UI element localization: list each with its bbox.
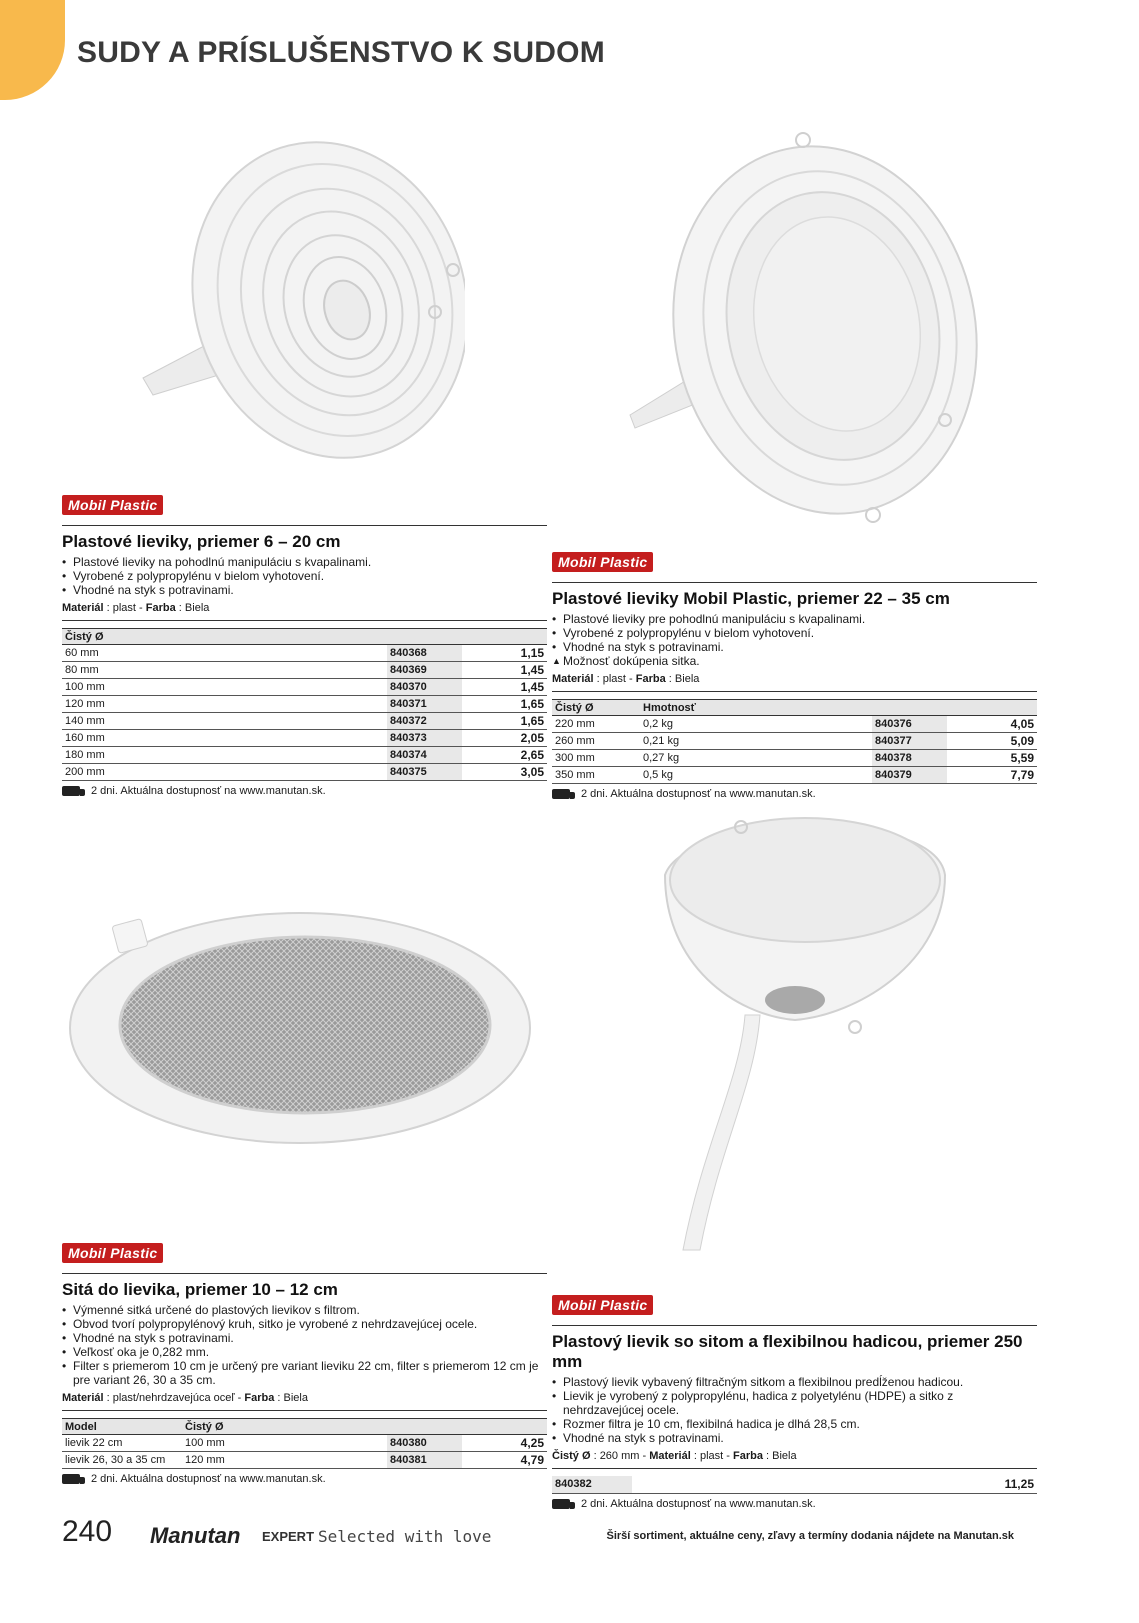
feature-item: • Rozmer filtra je 10 cm, flexibilná hadica je dlhá 28,5 cm. xyxy=(552,1417,1037,1431)
table-row: 120 mm 840371 1,65 xyxy=(62,696,547,713)
spec-line: Materiál : plast/nehrdzavejúca oceľ - Farba : Biela xyxy=(62,1392,547,1411)
product-block-funnels-small xyxy=(62,495,547,797)
table-row: 60 mm 840368 1,15 xyxy=(62,645,547,662)
feature-list xyxy=(62,555,547,597)
price-table: Čistý Ø Hmotnosť 220 mm 0,2 kg 840376 4,05 260 mm 0,21 kg 840377 5,09 300 mm 0,27 kg 840378 5,59 350 mm 0,5 kg 840379 7,79 xyxy=(552,699,1037,784)
feature-item: • Plastový lievik vybavený filtračným sitkom a flexibilnou predĺženou hadicou. xyxy=(552,1375,1037,1389)
feature-item: • Plastové lieviky pre pohodlnú manipuláciu s kvapalinami. xyxy=(552,612,1037,626)
table-row: 200 mm 840375 3,05 xyxy=(62,764,547,781)
brand-logo: Mobil Plastic xyxy=(62,1243,163,1263)
feature-item: • Vyrobené z polypropylénu v bielom vyhotovení. xyxy=(62,569,547,583)
table-row: 300 mm 0,27 kg 840378 5,59 xyxy=(552,750,1037,767)
table-row: lievik 22 cm 100 mm 840380 4,25 xyxy=(62,1435,547,1452)
spec-line: Materiál : plast - Farba : Biela xyxy=(552,673,1037,692)
feature-item: • Vhodné na styk s potravinami. xyxy=(552,1431,1037,1445)
product-code: 840372 xyxy=(387,713,462,730)
feature-item: • Plastové lieviky na pohodlnú manipuláciu s kvapalinami. xyxy=(62,555,547,569)
table-row: 100 mm 840370 1,45 xyxy=(62,679,547,696)
product-code: 840370 xyxy=(387,679,462,696)
price: 5,09 xyxy=(947,733,1037,750)
feature-item: • Lievik je vyrobený z polypropylénu, hadica z polyetylénu (HDPE) a sitko z nehrdzavejúcej ocele. xyxy=(552,1389,1037,1417)
product-title: Plastové lieviky Mobil Plastic, priemer 22 – 35 cm xyxy=(552,589,950,608)
product-code: 840376 xyxy=(872,716,947,733)
brand-logo: Mobil Plastic xyxy=(552,552,653,572)
price: 5,59 xyxy=(947,750,1037,767)
delivery-note: 2 dni. Aktuálna dostupnosť na www.manutan.sk. xyxy=(62,1473,547,1485)
table-row: 80 mm 840369 1,45 xyxy=(62,662,547,679)
feature-item: • Vyrobené z polypropylénu v bielom vyhotovení. xyxy=(552,626,1037,640)
option-item: ▲ Možnosť dokúpenia sitka. xyxy=(552,654,1037,668)
product-block-hose-funnel xyxy=(552,1295,1037,1510)
feature-item: • Obvod tvorí polypropylénový kruh, sitko je vyrobené z nehrdzavejúcej ocele. xyxy=(62,1317,547,1331)
price: 1,65 xyxy=(462,696,547,713)
product-code: 840373 xyxy=(387,730,462,747)
product-code: 840371 xyxy=(387,696,462,713)
product-code: 840368 xyxy=(387,645,462,662)
table-row: 260 mm 0,21 kg 840377 5,09 xyxy=(552,733,1037,750)
price: 4,05 xyxy=(947,716,1037,733)
footer-note: Širší sortiment, aktuálne ceny, zľavy a termíny dodania nájdete na Manutan.sk xyxy=(606,1530,1014,1542)
brand-logo: Mobil Plastic xyxy=(62,495,163,515)
truck-icon xyxy=(62,1474,80,1484)
tagline: Selected with love xyxy=(318,1527,492,1546)
hose-funnel-photo xyxy=(645,815,975,1255)
product-code: 840381 xyxy=(387,1452,462,1469)
truck-icon xyxy=(552,789,570,799)
truck-icon xyxy=(552,1499,570,1509)
spec-line: Materiál : plast - Farba : Biela xyxy=(62,602,547,621)
feature-list xyxy=(552,612,1037,668)
table-row: 220 mm 0,2 kg 840376 4,05 xyxy=(552,716,1037,733)
price-table xyxy=(552,1476,1037,1494)
sieve-photo xyxy=(65,900,535,1150)
product-code: 840369 xyxy=(387,662,462,679)
table-row: 140 mm 840372 1,65 xyxy=(62,713,547,730)
price: 7,79 xyxy=(947,767,1037,784)
product-code: 840375 xyxy=(387,764,462,781)
delivery-note: 2 dni. Aktuálna dostupnosť na www.manutan.sk. xyxy=(552,1498,1037,1510)
page-number: 240 xyxy=(62,1515,113,1548)
delivery-note: 2 dni. Aktuálna dostupnosť na www.manutan.sk. xyxy=(62,785,547,797)
site-link[interactable]: Manutan.sk xyxy=(953,1530,1014,1542)
table-row: 350 mm 0,5 kg 840379 7,79 xyxy=(552,767,1037,784)
table-row: lievik 26, 30 a 35 cm 120 mm 840381 4,79 xyxy=(62,1452,547,1469)
price: 2,65 xyxy=(462,747,547,764)
feature-item: • Vhodné na styk s potravinami. xyxy=(552,640,1037,654)
product-title: Plastové lieviky, priemer 6 – 20 cm xyxy=(62,532,341,551)
product-block-sieves xyxy=(62,1243,547,1485)
feature-item: • Veľkosť oka je 0,282 mm. xyxy=(62,1345,547,1359)
manutan-logo: Manutan xyxy=(150,1523,241,1548)
product-block-funnels-large xyxy=(552,552,1037,800)
feature-list xyxy=(552,1375,1037,1445)
feature-item: • Vhodné na styk s potravinami. xyxy=(62,1331,547,1345)
price: 1,45 xyxy=(462,679,547,696)
price: 1,45 xyxy=(462,662,547,679)
product-code: 840377 xyxy=(872,733,947,750)
table-row: 160 mm 840373 2,05 xyxy=(62,730,547,747)
large-funnel-photo xyxy=(625,130,985,540)
expert-label: EXPERT xyxy=(262,1529,315,1544)
product-title: Plastový lievik so sitom a flexibilnou hadicou, priemer 250 mm xyxy=(552,1332,1023,1371)
feature-item: • Filter s priemerom 10 cm je určený pre variant lieviku 22 cm, filter s priemerom 12 cm je pre variant 26, 30 a 35 cm. xyxy=(62,1359,547,1387)
product-title: Sitá do lievika, priemer 10 – 12 cm xyxy=(62,1280,338,1299)
price: 1,15 xyxy=(462,645,547,662)
price: 11,25 xyxy=(632,1476,1037,1493)
table-row: 180 mm 840374 2,65 xyxy=(62,747,547,764)
nested-funnels-photo xyxy=(135,140,465,470)
product-code: 840380 xyxy=(387,1435,462,1452)
price: 4,25 xyxy=(462,1435,547,1452)
price: 4,79 xyxy=(462,1452,547,1469)
feature-item: • Vhodné na styk s potravinami. xyxy=(62,583,547,597)
price-table: Model Čistý Ø lievik 22 cm 100 mm 840380 4,25 lievik 26, 30 a 35 cm 120 mm 840381 4,79 xyxy=(62,1418,547,1469)
spec-line: Čistý Ø : 260 mm - Materiál : plast - Farba : Biela xyxy=(552,1450,1037,1469)
price-table: Čistý Ø 60 mm 840368 1,15 80 mm 840369 1,45 100 mm 840370 1,45 120 mm 840371 1,65 140 mm 840372 1,65 160 mm 840373 2,05 180 mm 840374 2,65 200 mm 840375 3,05 xyxy=(62,628,547,781)
feature-list xyxy=(62,1303,547,1387)
product-code: 840379 xyxy=(872,767,947,784)
feature-item: • Výmenné sitká určené do plastových lievikov s filtrom. xyxy=(62,1303,547,1317)
price: 1,65 xyxy=(462,713,547,730)
delivery-note: 2 dni. Aktuálna dostupnosť na www.manutan.sk. xyxy=(552,788,1037,800)
page-footer xyxy=(0,1515,1139,1555)
product-code: 840374 xyxy=(387,747,462,764)
price: 3,05 xyxy=(462,764,547,781)
brand-logo: Mobil Plastic xyxy=(552,1295,653,1315)
table-row xyxy=(552,1476,1037,1493)
product-code: 840378 xyxy=(872,750,947,767)
page-title: SUDY A PRÍSLUŠENSTVO K SUDOM xyxy=(77,36,605,69)
product-code: 840382 xyxy=(552,1476,632,1493)
truck-icon xyxy=(62,786,80,796)
price: 2,05 xyxy=(462,730,547,747)
corner-accent xyxy=(0,0,65,100)
